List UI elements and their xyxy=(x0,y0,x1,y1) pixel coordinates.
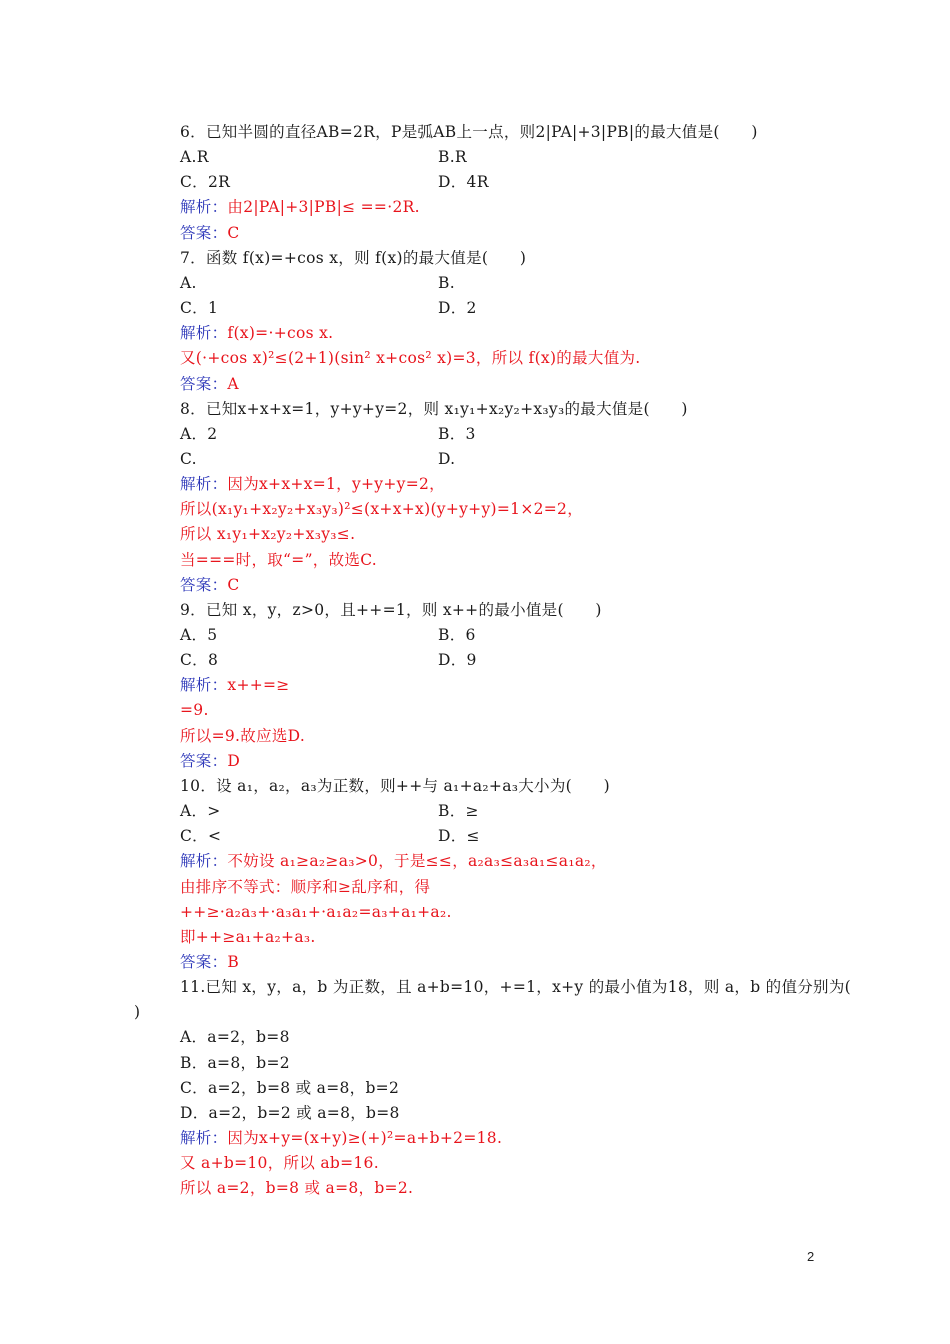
text-line xyxy=(180,776,610,796)
text-line xyxy=(180,374,239,394)
text-line xyxy=(180,298,477,318)
text-line xyxy=(180,424,476,444)
option-right: D. xyxy=(438,450,456,468)
text-line xyxy=(180,801,479,821)
answer-label: 答案： xyxy=(180,752,228,770)
text-line xyxy=(180,927,316,947)
text-line xyxy=(180,826,480,846)
analysis-label: 解析： xyxy=(180,324,228,342)
analysis-text: 由2|PA|+3|PB|≤ ==·2R. xyxy=(227,198,420,216)
analysis-label: 解析： xyxy=(180,1129,228,1147)
option-right: D．9 xyxy=(438,651,477,669)
text-line xyxy=(180,474,445,494)
solution-line: 所以(x₁y₁+x₂y₂+x₃y₃)²≤(x+x+x)(y+y+y)=1×2=2， xyxy=(180,500,584,518)
page-number: 2 xyxy=(807,1249,815,1264)
option-left: A．> xyxy=(180,802,221,820)
analysis-text: 不妨设 a₁≥a₂≥a₃>0，于是≤≤，a₂a₃≤a₃a₁≤a₁a₂， xyxy=(227,852,607,870)
question-text: D．a=2，b=2 或 a=8，b=8 xyxy=(180,1104,400,1122)
text-line xyxy=(180,877,430,897)
analysis-label: 解析： xyxy=(180,475,228,493)
analysis-text: f(x)=·+cos x. xyxy=(227,324,334,342)
text-line xyxy=(180,147,467,167)
text-line xyxy=(180,273,455,293)
question-text: 8．已知x+x+x=1，y+y+y=2，则 x₁y₁+x₂y₂+x₃y₃的最大值是( ) xyxy=(180,400,688,418)
question-text: ) xyxy=(134,1003,141,1021)
text-line xyxy=(180,248,526,268)
solution-line: 又 a+b=10，所以 ab=16. xyxy=(180,1154,379,1172)
analysis-text: 因为x+y=(x+y)≥(+)²=a+b+2=18. xyxy=(227,1129,503,1147)
option-right: B.R xyxy=(438,148,467,166)
answer-label: 答案： xyxy=(180,375,228,393)
answer-value: B xyxy=(227,953,240,971)
text-line xyxy=(180,1153,379,1173)
solution-line: 由排序不等式：顺序和≥乱序和，得 xyxy=(180,878,431,896)
option-left: C．8 xyxy=(180,651,219,669)
analysis-label: 解析： xyxy=(180,852,228,870)
option-left: C．< xyxy=(180,827,222,845)
solution-line: 又(·+cos x)²≤(2+1)(sin² x+cos² x)=3，所以 f(x)的最大值为. xyxy=(180,349,641,367)
solution-line: 所以=9.故应选D. xyxy=(180,727,306,745)
text-line xyxy=(180,851,607,871)
text-line xyxy=(180,700,209,720)
answer-value: C xyxy=(227,576,240,594)
option-right: B. xyxy=(438,274,455,292)
text-line xyxy=(180,122,758,142)
text-line xyxy=(180,675,290,695)
text-line xyxy=(180,1027,290,1047)
text-line xyxy=(180,1053,290,1073)
option-left: A．5 xyxy=(180,626,218,644)
option-left: A．2 xyxy=(180,425,218,443)
solution-line: 所以 a=2，b=8 或 a=8，b=2. xyxy=(180,1179,414,1197)
text-line xyxy=(180,1078,399,1098)
answer-value: D xyxy=(227,752,241,770)
question-text: B．a=8，b=2 xyxy=(180,1054,290,1072)
text-line xyxy=(180,499,583,519)
option-left: C．2R xyxy=(180,173,231,191)
answer-value: C xyxy=(227,224,240,242)
option-right: D．2 xyxy=(438,299,477,317)
text-line xyxy=(180,1103,400,1123)
analysis-label: 解析： xyxy=(180,198,228,216)
solution-line: 即++≥a₁+a₂+a₃. xyxy=(180,928,316,946)
option-left: A. xyxy=(180,274,197,292)
question-text: 9．已知 x，y，z>0，且++=1，则 x++的最小值是( ) xyxy=(180,601,602,619)
text-line xyxy=(180,449,456,469)
option-right: B．6 xyxy=(438,626,476,644)
question-text: 6．已知半圆的直径AB=2R，P是弧AB上一点，则2|PA|+3|PB|的最大值是( ) xyxy=(180,123,758,141)
answer-label: 答案： xyxy=(180,576,228,594)
text-line xyxy=(180,323,333,343)
analysis-text: x++=≥ xyxy=(227,676,290,694)
text-line xyxy=(180,223,240,243)
question-text: C．a=2，b=8 或 a=8，b=2 xyxy=(180,1079,400,1097)
text-line xyxy=(180,902,452,922)
text-line xyxy=(134,1002,140,1022)
text-line xyxy=(180,1178,413,1198)
text-line xyxy=(180,197,420,217)
text-line xyxy=(180,399,688,419)
text-line xyxy=(180,575,240,595)
text-line xyxy=(180,172,489,192)
text-line xyxy=(180,1128,502,1148)
question-text: 10．设 a₁，a₂，a₃为正数，则++与 a₁+a₂+a₃大小为( ) xyxy=(180,777,610,795)
text-line xyxy=(180,625,476,645)
text-line xyxy=(180,726,305,746)
option-right: B．3 xyxy=(438,425,476,443)
solution-line: =9. xyxy=(180,701,209,719)
answer-label: 答案： xyxy=(180,224,228,242)
solution-line: 所以 x₁y₁+x₂y₂+x₃y₃≤. xyxy=(180,525,356,543)
analysis-label: 解析： xyxy=(180,676,228,694)
answer-label: 答案： xyxy=(180,953,228,971)
answer-value: A xyxy=(227,375,239,393)
text-line xyxy=(180,650,477,670)
text-line xyxy=(180,977,851,997)
question-text: 11.已知 x，y，a，b 为正数，且 a+b=10，+=1，x+y 的最小值为18，则 a，b 的值分别为( xyxy=(180,978,851,996)
solution-line: ++≥·a₂a₃+·a₃a₁+·a₁a₂=a₃+a₁+a₂. xyxy=(180,903,452,921)
option-left: A.R xyxy=(180,148,209,166)
text-line xyxy=(180,348,641,368)
solution-line: 当===时，取“=”，故选C. xyxy=(180,551,378,569)
text-line xyxy=(180,550,377,570)
option-right: B．≥ xyxy=(438,802,479,820)
text-line xyxy=(180,524,355,544)
text-line xyxy=(180,751,240,771)
option-right: D．≤ xyxy=(438,827,480,845)
option-left: C．1 xyxy=(180,299,219,317)
text-line xyxy=(180,600,602,620)
question-text: 7．函数 f(x)=+cos x，则 f(x)的最大值是( ) xyxy=(180,249,527,267)
option-left: C. xyxy=(180,450,197,468)
text-line xyxy=(180,952,239,972)
analysis-text: 因为x+x+x=1，y+y+y=2， xyxy=(227,475,445,493)
question-text: A．a=2，b=8 xyxy=(180,1028,290,1046)
option-right: D．4R xyxy=(438,173,489,191)
